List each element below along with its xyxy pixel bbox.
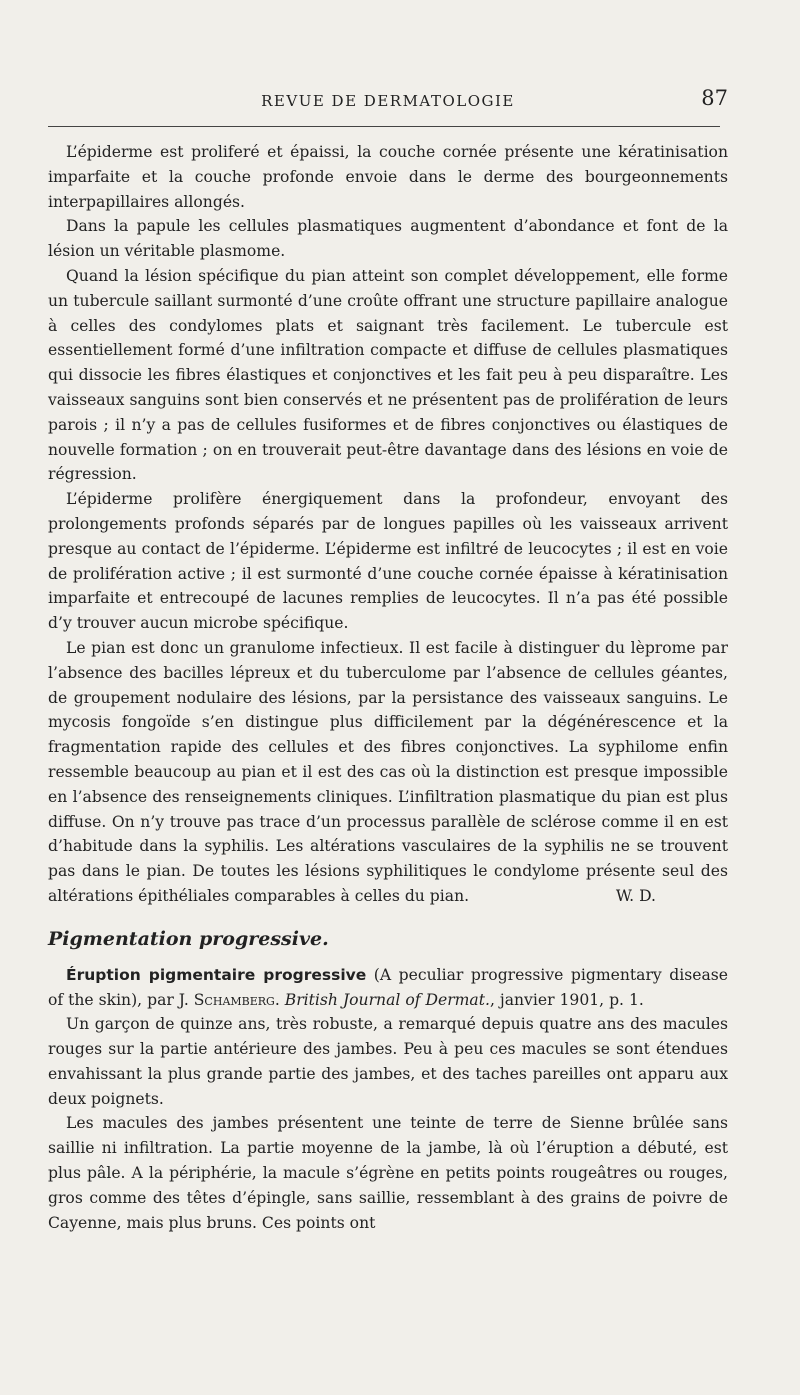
running-title: REVUE DE DERMATOLOGIE bbox=[261, 92, 515, 110]
journal-page bbox=[48, 0, 728, 1395]
journal-name: British Journal of Dermat. bbox=[284, 990, 490, 1009]
entry-citation bbox=[48, 963, 728, 1013]
paragraph-macules: Les macules des jambes présentent une teinte de terre de Sienne brûlée sans saillie ni infiltration. La partie moyenne de la jambe, là où l’éruption a débuté, est plus pâle. A la périphérie, la macule s’égrène en petits points rougeâtres ou rouges, gros comme des têtes d’épingle, sans saillie, ressemblant à des grains de poivre de Cayenne, mais plus bruns. Ces points ont bbox=[48, 1114, 728, 1232]
paragraph-tubercule: Quand la lésion spécifique du pian atteint son complet développement, elle forme un tubercule saillant surmonté d’une croûte offrant une structure papillaire analogue à celles des condylomes plats et saignant très facilement. Le tubercule est essentiellement formé d’une infiltration compacte et diffuse de cellules plasmatiques qui dissocie les fibres élastiques et conjonctives et les fait peu à peu disparaître. Les vaisseaux sanguins sont bien conservés et ne présentent pas de prolifération de leurs parois ; il n’y a pas de cellules fusiformes et de fibres conjonctives ou élastiques de nouvelle formation ; on en trouverait peut-être davantage dans des lésions en voie de régression. bbox=[48, 266, 728, 484]
paragraph-papule: Dans la papule les cellules plasmatiques augmentent d’abondance et font de la lésion un véritable plasmome. bbox=[48, 217, 728, 261]
author-initial: J. bbox=[178, 990, 194, 1009]
paragraph-case: Un garçon de quinze ans, très robuste, a remarqué depuis quatre ans des macules rouges sur la partie antérieure des jambes. Peu à peu ces macules se sont étendues envahissant la plus grande partie des jambes, et des taches pareilles ont apparu aux deux poignets. bbox=[48, 1015, 728, 1108]
paragraph-granulome bbox=[48, 636, 728, 909]
entry-english-title: (A peculiar progressive pigmentary disease of the skin), par bbox=[48, 965, 728, 1009]
citation-date: , janvier 1901, p. 1. bbox=[489, 990, 644, 1009]
entry-title: Éruption pigmentaire progressive bbox=[66, 965, 367, 984]
article-body bbox=[48, 140, 728, 1235]
header-rule bbox=[48, 126, 720, 127]
after-author: . bbox=[274, 990, 285, 1009]
author-name: Schamberg bbox=[193, 990, 275, 1009]
granulome-text: Le pian est donc un granulome infectieux. Il est facile à distinguer du lèprome par l’absence des bacilles lépreux et du tuberculome par l’absence de cellules géantes, de groupement nodulaire des lésions, par la persistance des vaisseaux sanguins. Le mycosis fongoïde s’en distingue plus difficilement par la dégénérescence et la fragmentation rapide des cellules et des fibres conjonctives. La syphilome enfin ressemble beaucoup au pian et il est des cas où la distinction est presque impossible en l’absence des renseignements cliniques. L’infiltration plasmatique du pian est plus diffuse. On n’y trouve pas trace d’un processus parallèle de sclérose comme il en est d’habitude dans la syphilis. Les altérations vasculaires de la syphilis ne se trouvent pas dans le pian. De toutes les lésions syphilitiques le condylome présente seul des altérations épithéliales comparables à celles du pian. bbox=[48, 638, 728, 905]
paragraph-epiderme: L’épiderme est proliferé et épaissi, la couche cornée présente une kératinisation imparfaite et la couche profonde envoie dans le derme des bourgeonnements interpapillaires allongés. bbox=[48, 143, 728, 211]
section-heading: Pigmentation progressive. bbox=[48, 927, 329, 950]
paragraph-proliferation: L’épiderme prolifère énergiquement dans la profondeur, envoyant des prolongements profonds séparés par de longues papilles où les vaisseaux arrivent presque au contact de l’épiderme. L’épiderme est infiltré de leucocytes ; il est en voie de prolifération active ; il est surmonté d’une couche cornée épaisse à kératinisation imparfaite et entrecoupé de lacunes remplies de leucocytes. Il n’a pas été possible d’y trouver aucun microbe spécifique. bbox=[48, 490, 728, 633]
running-head bbox=[48, 88, 728, 116]
signature: W. D. bbox=[615, 886, 656, 905]
page-number: 87 bbox=[701, 86, 728, 110]
